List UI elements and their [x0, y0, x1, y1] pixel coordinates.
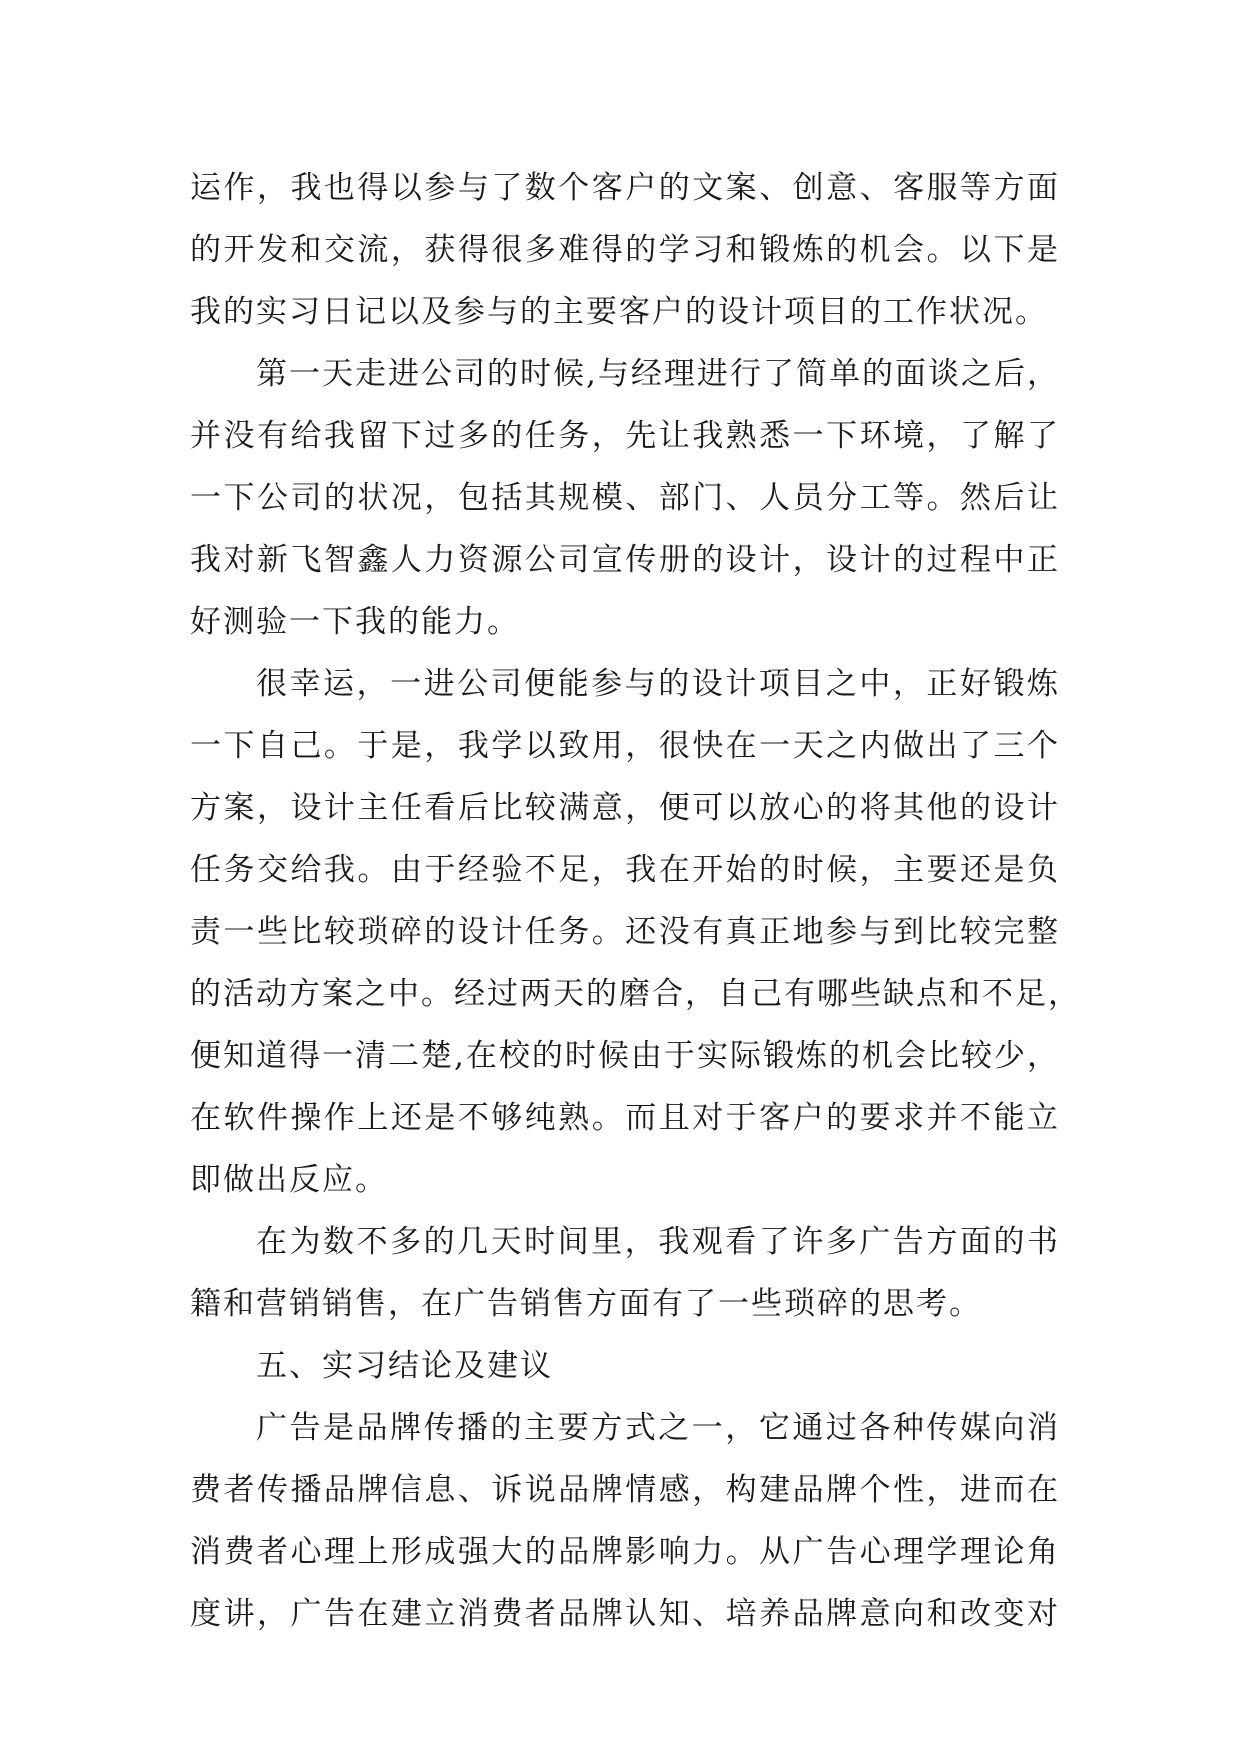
text-line: 运作，我也得以参与了数个客户的文案、创意、客服等方面 — [190, 170, 1060, 206]
text-line: 很幸运，一进公司便能参与的设计项目之中，正好锻炼 — [256, 666, 1060, 702]
text-line: 责一些比较琐碎的设计任务。还没有真正地参与到比较完整 — [190, 914, 1060, 950]
text-line: 一下公司的状况，包括其规模、部门、人员分工等。然后让 — [190, 480, 1060, 516]
text-line: 的活动方案之中。经过两天的磨合，自己有哪些缺点和不足， — [190, 976, 1081, 1012]
paragraph — [190, 343, 1060, 653]
text-line: 广告是品牌传播的主要方式之一，它通过各种传媒向消 — [256, 1410, 1060, 1446]
document-body — [190, 157, 1081, 1645]
text-line: 我的实习日记以及参与的主要客户的设计项目的工作状况。 — [190, 294, 1048, 330]
text-line: 一下自己。于是，我学以致用，很快在一天之内做出了三个 — [190, 728, 1060, 764]
text-line: 度讲，广告在建立消费者品牌认知、培养品牌意向和改变对 — [190, 1596, 1060, 1632]
paragraph — [190, 653, 1081, 1211]
paragraph — [190, 1335, 1060, 1397]
paragraph — [190, 1211, 1060, 1335]
text-line: 并没有给我留下过多的任务，先让我熟悉一下环境，了解了 — [190, 418, 1060, 454]
text-line: 好测验一下我的能力。 — [190, 604, 520, 640]
paragraph — [190, 157, 1060, 343]
text-line: 费者传播品牌信息、诉说品牌情感，构建品牌个性，进而在 — [190, 1472, 1060, 1508]
paragraph — [190, 1397, 1060, 1645]
text-line: 方案，设计主任看后比较满意，便可以放心的将其他的设计 — [190, 790, 1060, 826]
text-line: 消费者心理上形成强大的品牌影响力。从广告心理学理论角 — [190, 1534, 1060, 1570]
text-line: 在为数不多的几天时间里，我观看了许多广告方面的书 — [256, 1224, 1060, 1260]
text-line: 任务交给我。由于经验不足，我在开始的时候，主要还是负 — [190, 852, 1060, 888]
text-line: 在软件操作上还是不够纯熟。而且对于客户的要求并不能立 — [190, 1100, 1060, 1136]
text-line: 五、实习结论及建议 — [256, 1348, 553, 1384]
text-line: 我对新飞智鑫人力资源公司宣传册的设计，设计的过程中正 — [190, 542, 1060, 578]
text-line: 籍和营销销售，在广告销售方面有了一些琐碎的思考。 — [190, 1286, 982, 1322]
text-line: 第一天走进公司的时候,与经理进行了简单的面谈之后， — [256, 356, 1060, 392]
text-line: 便知道得一清二楚,在校的时候由于实际锻炼的机会比较少， — [190, 1038, 1060, 1074]
text-line: 即做出反应。 — [190, 1162, 388, 1198]
text-line: 的开发和交流，获得很多难得的学习和锻炼的机会。以下是 — [190, 232, 1060, 268]
